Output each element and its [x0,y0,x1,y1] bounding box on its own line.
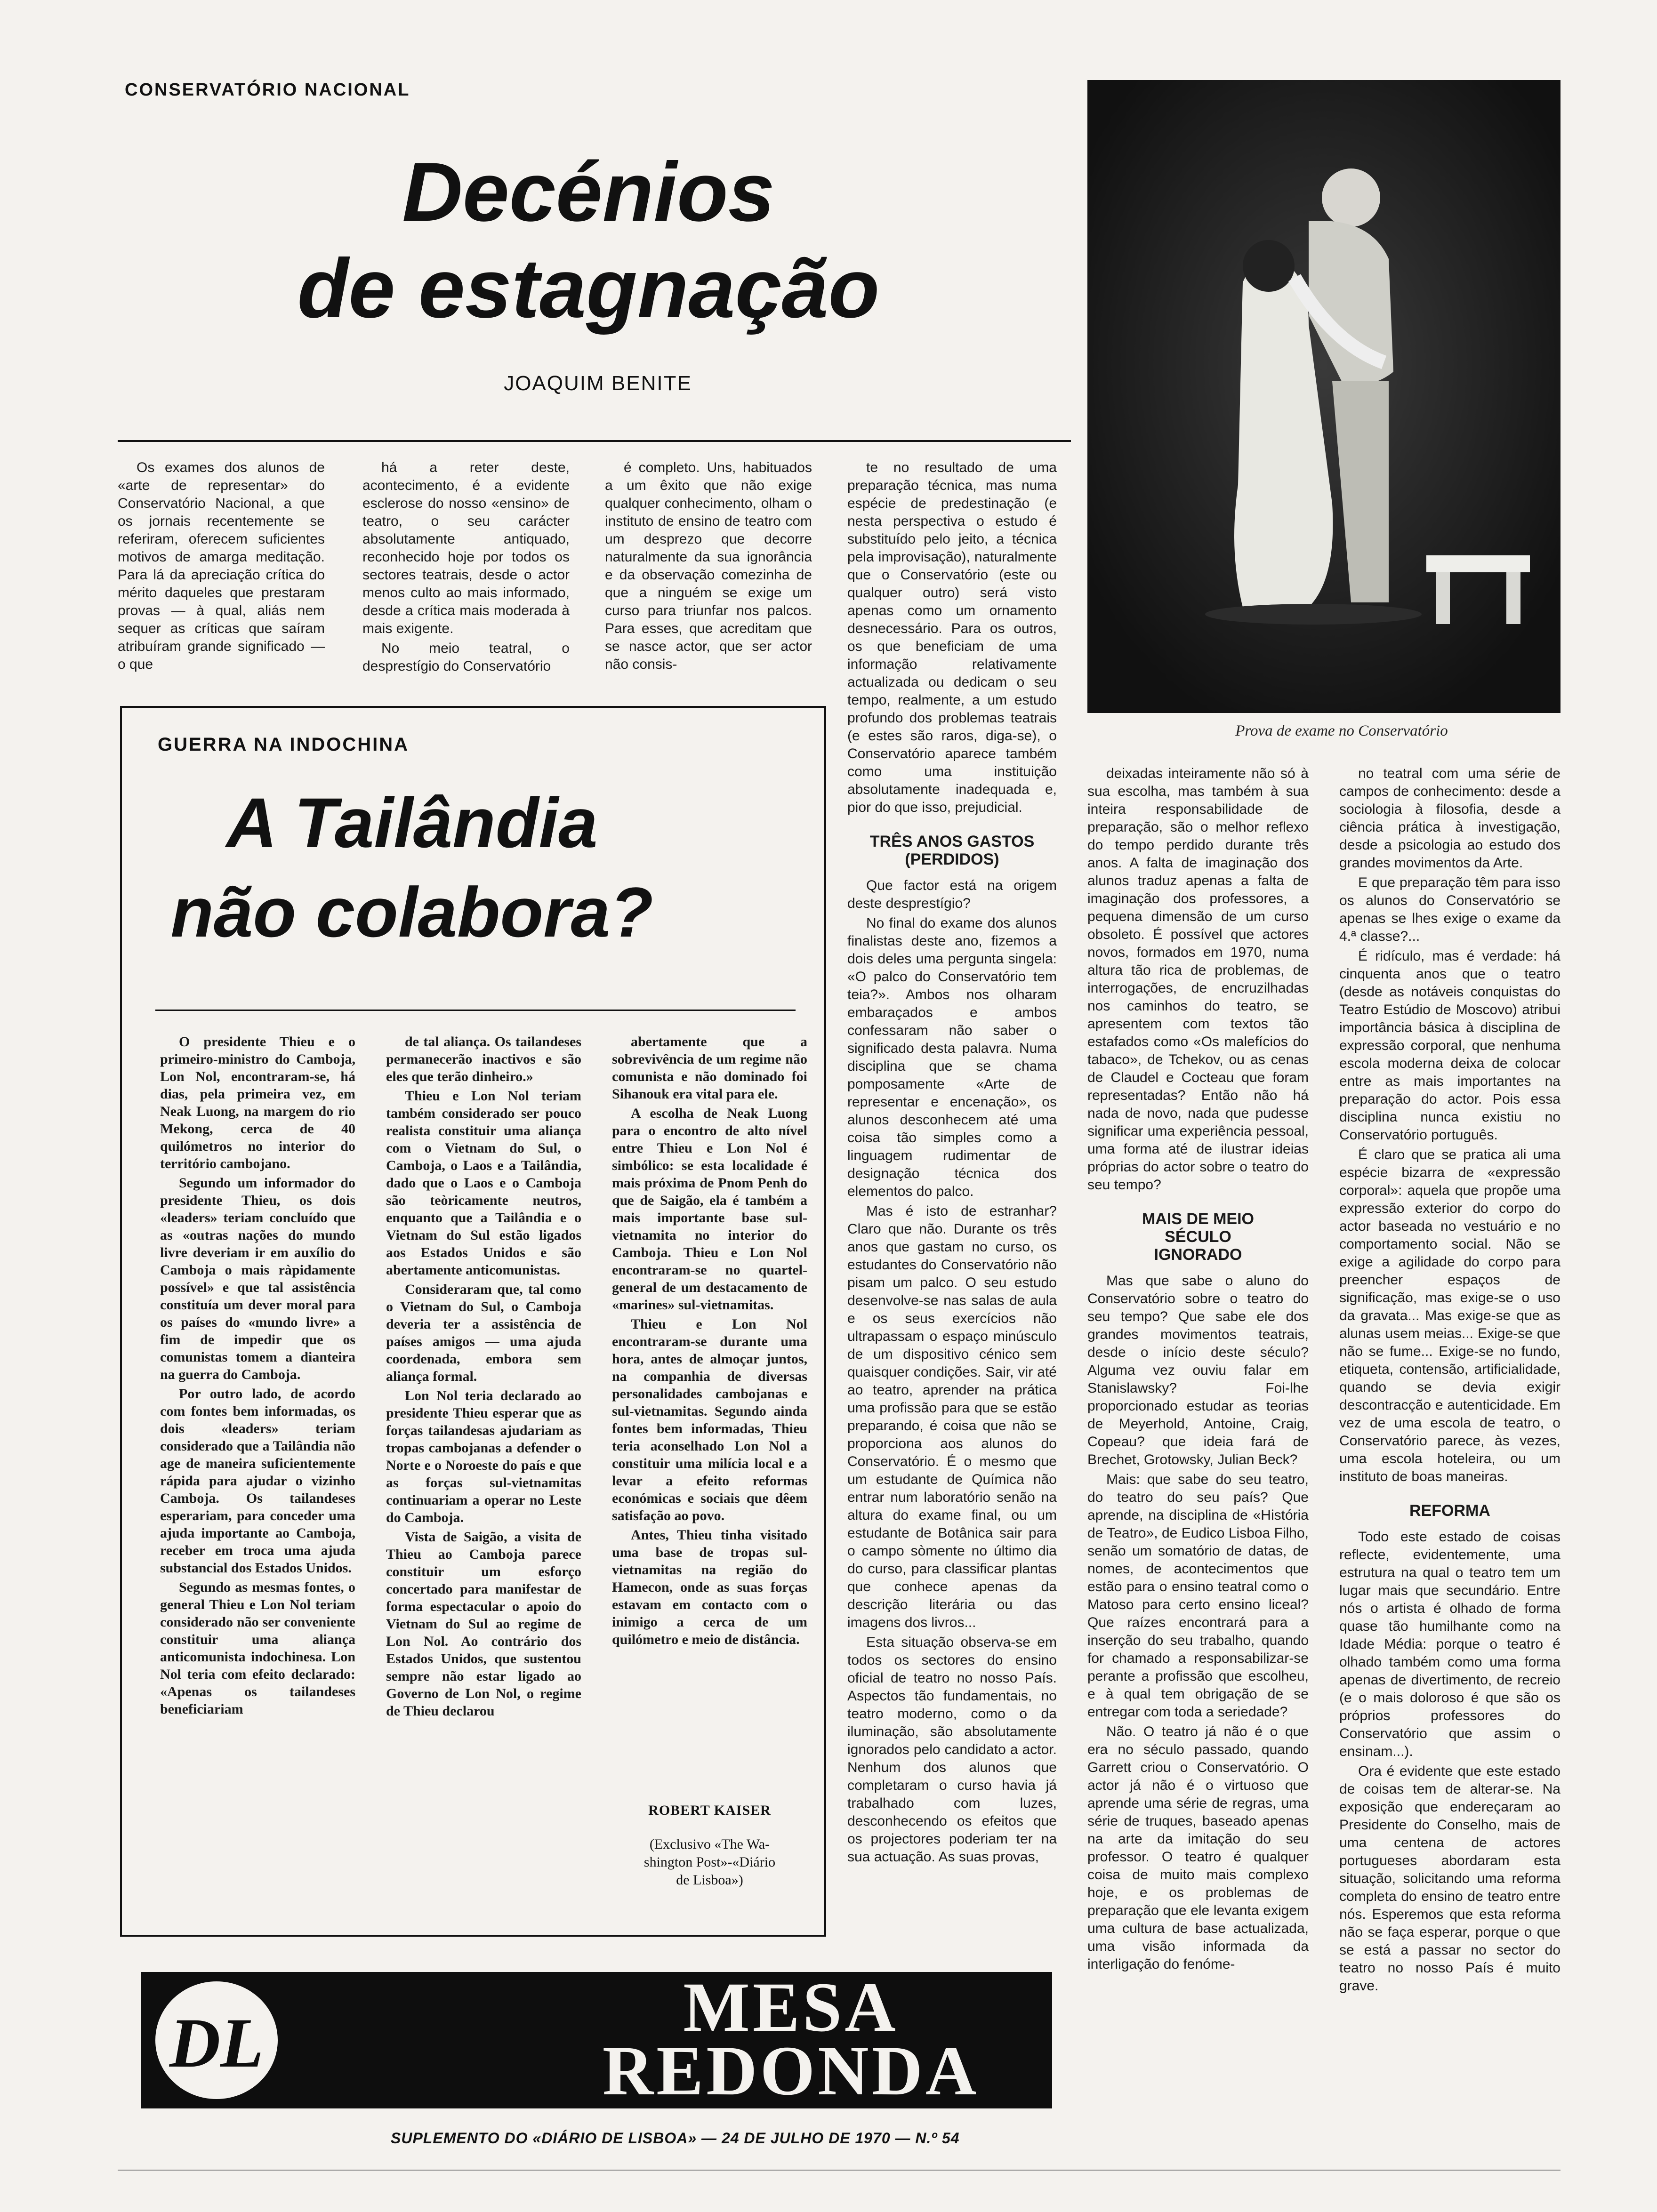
banner-title-line2: REDONDA [602,2032,980,2110]
article-author: JOAQUIM BENITE [504,372,692,395]
subhead-line: TRÊS ANOS GASTOS [869,833,1035,850]
box-section-label: GUERRA NA INDOCHINA [158,734,410,755]
paragraph: No final do exame dos alunos finalistas deste ano, fizemos a dois deles uma pergunta singela: «O palco do Conservatório tem teia?». Ambos nos olharam embaraçados e ambos confessaram não saber o significado desta palavra. Numa disciplina que se chama pomposamente «Arte de representar e encenação», os alunos desconhecem até uma coisa tão simples como a linguagem rudimentar de designação técnica dos elementos do palco. [847,915,1057,1199]
paragraph: Thieu e Lon Nol teriam também considerado ser pouco realista constituir uma aliança com o Vietnam do Sul, o Camboja, o Laos e a Tailândia, dado que o Laos e o Camboja são teòricamente neutros, enquanto que a Tailândia e o Vietnam do Sul estão ligados aos Estados Unidos e são abertamente anticomunistas. [386,1088,581,1278]
footer-text: SUPLEMENTO DO «DIÁRIO DE LISBOA» — 24 DE JULHO DE 1970 — N.º 54 [391,2130,960,2147]
main-col-5 [1087,765,1309,1972]
main-col-2 [362,459,570,680]
article-title-line2: de estagnação [297,241,880,335]
paragraph: Antes, Thieu tinha visitado uma base de tropas sul-vietnamitas na região do Hamecon, onde as suas forças estavam em contacto com o inimigo a cerca de um quilómetro e meio de distância. [612,1527,807,1647]
paragraph: E que preparação têm para isso os alunos do Conservatório se apenas se lhes exige o exame da 4.ª classe?... [1339,875,1560,944]
paragraph: Mas que sabe o aluno do Conservatório sobre o teatro do seu tempo? Que sabe ele dos grandes movimentos teatrais, desde o início deste século? Alguma vez ouviu falar em Stanislawsky? Foi-lhe proporcionado estudar as teorias de Meyerhold, Antoine, Craig, Copeau? que ideia fará de Brechet, Grotowsky, Julian Beck? [1087,1273,1309,1467]
paragraph: Mas é isto de estranhar? Claro que não. Durante os três anos que gastam no curso, os estudantes do Conservatório não pisam um palco. O seu estudo desenvolve-se nas salas de aula e os seus exercícios não ultrapassam o espaço minúsculo de um dispositivo cénico sem quaisquer condições. Sair, vir até ao teatro, aprender na prática uma profissão para que se estão preparando, é coisa que não se proporciona aos alunos do Conservatório. É o mesmo que um estudante de Química não entrar num laboratório senão na altura do exame final, ou um estudante de Botânica sair para o campo sòmente no último dia do curso, para classificar plantas que conhece apenas da descrição literária ou das imagens dos livros... [847,1203,1057,1630]
credit-line: shington Post»-«Diário [643,1854,776,1870]
dl-logo-text: DL [169,2004,264,2082]
box-rule [155,1010,796,1011]
paragraph: deixadas inteiramente não só à sua escolha, mas também à sua inteira responsabilidade de preparação, são o melhor reflexo do tempo perdido durante três anos. A falta de imaginação dos alunos traduz apenas a falta de imaginação dos professores, a pequena dimensão de um curso obsoleto. É possível que actores novos, formados em 1970, numa altura tão rica de problemas, de interrogações, de encruzilhadas nos caminhos do teatro, se apresentem com textos tão estafados como «Os malefícios do tabaco», de Tchekov, ou as cenas de Claudel e Cocteau que foram representadas? Então não há nada de novo, nada que pudesse significar uma experiência pessoal, uma forma até de ilustrar ideias próprias do actor sobre o teatro do seu tempo? [1087,766,1309,1193]
paragraph: Thieu e Lon Nol encontraram-se durante uma hora, antes de almoçar juntos, na companhia de diversas personalidades cambojanas e sul-vietnamitas. Segundo ainda fontes bem informadas, Thieu teria aconselhado Lon Nol a constituir uma milícia local e a levar a efeito reformas económicas e sociais que dêem satisfação ao povo. [612,1316,807,1523]
box-col-3 [612,1033,807,1767]
box-title-line1: A Tailândia [226,783,598,862]
paragraph: Segundo um informador do presidente Thieu, os dois «leaders» teriam concluído que as «outras nações do mundo livre deveriam ir em auxílio do Camboja o mais ràpidamente possível» e que tal assistência constituía um dever moral para os países do «mundo livre» a fim de impedir que os comunistas tomem a dianteira na guerra do Camboja. [160,1175,355,1382]
paragraph: Lon Nol teria declarado ao presidente Thieu esperar que as forças tailandesas ajudariam as tropas cambojanas a defender o Norte e o Noroeste do país e que as forças sul-vietnamitas continuariam a operar no Leste do Camboja. [386,1388,581,1525]
exam-photo [1087,80,1560,713]
subhead-tres-anos [847,833,1057,868]
exam-photo-image [1087,80,1560,713]
box-credit [612,1835,807,1889]
paragraph: É ridículo, mas é verdade: há cinquenta anos que o teatro (desde as notáveis conquistas do Teatro Estúdio de Moscovo) atribui importância básica à disciplina de expressão corporal, que nenhuma escola moderna deixa de colocar entre as mais importantes na preparação do actor. Pois essa disciplina nunca existiu no Conservatório português. [1339,948,1560,1143]
paragraph: Segundo as mesmas fontes, o general Thieu e Lon Nol teriam considerado não ser conveniente constituir uma aliança anticomunista indochinesa. Lon Nol teria com efeito declarado: «Apenas os tailandeses beneficiariam [160,1579,355,1717]
subhead-reforma: REFORMA [1409,1502,1490,1520]
subhead-mais-de-meio-seculo [1087,1210,1309,1264]
credit-line: (Exclusivo «The Wa- [649,1836,770,1852]
paragraph: Não. O teatro já não é o que era no século passado, quando Garrett criou o Conservatório. O actor já não é o virtuoso que aprende uma série de regras, uma série de truques, baseado apenas na arte da imitação do seu professor. O teatro é qualquer coisa de muito mais complexo hoje, e os problemas de preparação que ele levanta exigem uma cultura de base actualizada, uma visão informada da interligação do fenóme- [1087,1724,1309,1972]
paragraph: Ora é evidente que este estado de coisas tem de alterar-se. Na exposição que endereçaram ao Presidente do Conselho, mais de uma centena de actores portugueses abordaram esta situação, solicitando uma reforma completa do ensino de teatro entre nós. Esperemos que esta reforma não se faça esperar, porque o que se está a passar no sector do teatro no nosso País é muito grave. [1339,1763,1560,1994]
subhead-line: IGNORADO [1154,1246,1242,1264]
paragraph: há a reter deste, acontecimento, é a evidente esclerose do nosso «ensino» de teatro, o seu carácter absolutamente antiquado, reconhecido hoje por todos os sectores teatrais, desde o actor menos culto ao mais informado, desde a crítica mais moderada à mais exigente. [362,460,570,636]
paragraph: A escolha de Neak Luong para o encontro de alto nível entre Thieu e Lon Nol é simbólico: se esta localidade é mais próxima de Pnom Penh do que de Saigão, ela é também a mais importante base sul-vietnamita no interior do Camboja. Thieu e Lon Nol encontraram-se no quartel-general de um destacamento de «marines» sul-vietnamitas. [612,1106,807,1313]
dl-logo [155,1981,278,2099]
paragraph: No meio teatral, o desprestígio do Conservatório [362,641,570,674]
paragraph: te no resultado de uma preparação técnica, mas numa espécie de predestinação (e nesta perspectiva o estudo é substituído pelo jeito, a técnica pela improvisação), naturalmente que o Conservatório (este ou qualquer outro) será visto apenas como um ornamento desnecessário. Para os outros, os que beneficiam de uma informação relativamente actualizada ou dedicam o seu tempo, realmente, a um estudo profundo dos problemas teatrais (e estes são raros, diga-se), o Conservatório aparece também como uma instituição absolutamente inadequada e, pior do que isso, prejudicial. [847,460,1057,815]
section-label: CONSERVATÓRIO NACIONAL [125,80,410,100]
paragraph: O presidente Thieu e o primeiro-ministro do Camboja, Lon Nol, encontraram-se, há dias, pela primeira vez, em Neak Luong, na margem do rio Mekong, cerca de 40 quilómetros no interior do território cambojano. [160,1034,355,1171]
article-title-line1: Decénios [402,145,775,239]
main-col-3 [605,459,812,680]
paragraph: Consideraram que, tal como o Vietnam do Sul, o Camboja deveria ter a assistência de países amigos — uma ajuda coordenada, embora sem aliança formal. [386,1282,581,1384]
paragraph: é completo. Uns, habituados a um êxito que não exige qualquer conhecimento, olham o instituto de ensino de teatro com um desprezo que decorre naturalmente da sua ignorância e da observação comezinha de que a ninguém se exige um curso para triunfar nos palcos. Para esses, que acreditam que se nasce actor, que ser actor não consis- [605,460,812,672]
box-col-2 [386,1033,581,1918]
paragraph: Por outro lado, de acordo com fontes bem informadas, os dois «leaders» teriam considerado que a Tailândia não age de maneira suficientemente rápida para ajudar o vizinho Camboja. Os tailandeses esperariam, para conceder uma ajuda importante ao Camboja, receber em troca uma ajuda substancial dos Estados Unidos. [160,1386,355,1576]
main-col-6 [1339,765,1560,1994]
box-title-line2: não colabora? [170,873,653,952]
main-col-1 [118,459,325,680]
subhead-line: (PERDIDOS) [905,850,999,868]
credit-line: de Lisboa») [676,1872,743,1888]
paragraph: Esta situação observa-se em todos os sectores do ensino oficial de teatro no nosso País. Aspectos tão fundamentais, no teatro moderno, como o da iluminação, são absolutamente ignorados pelo candidato a actor. Nenhum dos alunos que completaram o curso havia já trabalhado com luzes, desconhecendo os efeitos que os projectores poderiam ter na sua actuação. As suas provas, [847,1635,1057,1865]
box-col-1 [160,1033,355,1918]
paragraph: Que factor está na origem deste desprestígio? [847,878,1057,911]
box-byline: ROBERT KAISER [648,1803,771,1818]
photo-caption: Prova de exame no Conservatório [1235,722,1448,739]
main-col-4 [847,459,1057,1908]
paragraph: Os exames dos alunos de «arte de representar» do Conservatório Nacional, a que os jornais recentemente se referiram, oferecem suficientes motivos de amarga meditação. Para lá da apreciação crítica do mérito daqueles que prestaram provas — à qual, aliás nem sequer as críticas que saíram atribuíram grande significado — o que [118,460,325,672]
paragraph: Mais: que sabe do seu teatro, do teatro do seu país? Que aprende, na disciplina de «História de Teatro», de Eudico Lisboa Filho, senão um somatório de datas, de nomes, de acontecimentos que estão para o ensino teatral como o Matoso para certo ensino liceal? Que raízes encontrará para a inserção do seu trabalho, quando for chamado a responsabilizar-se perante a profissão que escolheu, e à qual tem obrigação de se entregar com toda a seriedade? [1087,1472,1309,1720]
paragraph: Todo este estado de coisas reflecte, evidentemente, uma estrutura na qual o teatro tem um lugar mais que secundário. Entre nós o artista é olhado de forma quase tão humilhante como na Idade Média: porque o teatro é olhado também como uma forma apenas de divertimento, de recreio (e o mais doloroso é que são os próprios professores do Conservatório que assim o ensinam...). [1339,1529,1560,1759]
mesa-redonda-banner [141,1968,1052,2110]
subhead-line: SÉCULO [1165,1228,1231,1246]
paragraph: Vista de Saigão, a visita de Thieu ao Camboja parece constituir um esforço concertado para manifestar de forma espectacular o apoio do Vietnam do Sul ao regime de Lon Nol. Ao contrário dos Estados Unidos, que sustentou sempre não estar ligado ao Governo de Lon Nol, o regime de Thieu declarou [386,1529,581,1719]
paragraph: É claro que se pratica ali uma espécie bizarra de «expressão corporal»: aquela que propõe uma expressão exterior do corpo do actor baseada no vestuário e no comportamento social. Não se exige a agilidade do corpo para preencher espaços de significação, mas exige-se o uso da gravata... Mas exige-se que as alunas usem meias... Exige-se que não se fume... Exige-se no fundo, etiqueta, contensão, artificialidade, quando se devia exigir descontracção e autenticidade. Em vez de uma escola de teatro, o Conservatório parece, às vezes, uma escola hoteleira, ou um instituto de boas maneiras. [1339,1147,1560,1484]
footer-rule [118,2170,1560,2171]
paragraph: abertamente que a sobrevivência de um regime não comunista e não dominado foi Sihanouk era vital para ele. [612,1034,807,1102]
paragraph: no teatral com uma série de campos de conhecimento: desde a sociologia à filosofia, desde a ciência prática à investigação, desde a psicologia ao estudo dos grandes movimentos da Arte. [1339,766,1560,871]
banner-title-line1: MESA [683,1968,899,2046]
subhead-line: MAIS DE MEIO [1142,1210,1255,1228]
header-rule [118,440,1071,442]
paragraph: de tal aliança. Os tailandeses permanecerão inactivos e são eles que terão dinheiro.» [386,1034,581,1084]
